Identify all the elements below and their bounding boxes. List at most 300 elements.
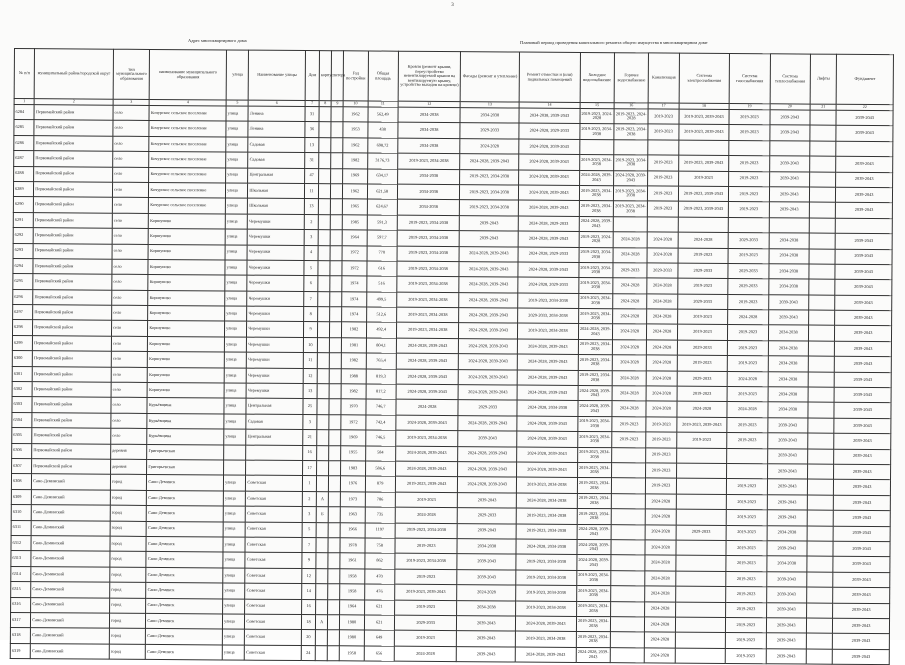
table-cell: 2039-2043	[834, 403, 891, 419]
table-cell: 1980	[340, 615, 364, 631]
table-cell: 2039-2043	[834, 418, 891, 434]
table-cell: 2019-2023	[729, 156, 770, 172]
table-cell: 2034-2038	[457, 600, 516, 616]
table-cell: 2024-2028, 2039-2043	[396, 415, 459, 431]
table-cell	[610, 647, 644, 663]
table-cell: 2019-2023	[678, 171, 729, 187]
table-cell: 2019-2023, 2034-2038	[579, 247, 613, 263]
table-cell	[329, 476, 341, 491]
table-cell	[808, 449, 834, 465]
table-cell: 2024-2028, 2039-2043	[518, 262, 579, 278]
column-header: Ремонт отмостки и (или) подвальных помещений	[519, 52, 580, 102]
table-cell	[807, 587, 833, 603]
table-cell: улица	[224, 414, 246, 430]
table-cell: 2019-2023, 2034-2038	[578, 416, 612, 432]
table-cell: 2024-2028, 2039-2043	[614, 170, 648, 186]
table-cell: 2024-2028, 2039-2043	[459, 338, 518, 354]
table-cell: 2039-2043	[836, 172, 893, 188]
table-cell: 2039-2043	[836, 110, 893, 126]
table-cell	[330, 245, 342, 260]
table-cell: город	[109, 644, 145, 660]
table-cell: Ленина	[248, 122, 305, 138]
table-cell: 1197	[365, 523, 395, 539]
table-cell: 512,6	[366, 307, 396, 323]
table-cell: 2019-2023	[727, 417, 768, 433]
table-cell	[319, 122, 331, 137]
table-cell: улица	[223, 506, 245, 522]
table-cell: 2039-2043	[458, 523, 517, 539]
table-cell	[328, 584, 340, 599]
table-cell: 2024-2028, 2039-2043	[517, 447, 578, 463]
table-cell: 2024-2028, 2039-2043	[578, 401, 612, 417]
table-cell: Коршуново	[148, 229, 225, 245]
table-cell: город	[110, 475, 146, 491]
table-cell: Сано-Деминский	[30, 643, 109, 659]
table-cell: Сано-Деминск	[146, 598, 223, 614]
table-cell: улица	[225, 306, 247, 322]
table-cell: 2019-2023	[727, 479, 768, 495]
table-cell: улица	[222, 645, 244, 661]
table-cell: 2039-2043	[767, 541, 808, 557]
table-cell	[809, 264, 835, 280]
table-cell: 2029-2033	[728, 263, 769, 279]
table-cell: Первомайский район	[34, 182, 113, 198]
table-cell: 2024-2028	[647, 324, 677, 340]
table-cell: 2024-2028	[727, 371, 768, 387]
column-number: 19	[729, 103, 769, 109]
table-cell: 2024-2028, 2039-2043	[396, 369, 459, 385]
table-cell: Черемушки	[247, 291, 304, 307]
table-cell	[678, 217, 729, 233]
table-cell: Советская	[245, 537, 302, 553]
table-cell: 2039-2043	[766, 587, 807, 603]
table-cell: 2039-2043	[767, 479, 808, 495]
table-cell: 2024-2028	[460, 138, 519, 154]
table-cell	[329, 445, 341, 460]
column-number: 4	[149, 99, 226, 106]
table-cell: 31	[305, 153, 319, 168]
table-cell: 6306	[12, 443, 32, 459]
table-cell: 4	[304, 245, 318, 260]
table-cell: 1961	[340, 553, 364, 569]
table-cell: 2019-2023, 2034-2038	[516, 477, 577, 493]
table-cell	[329, 430, 341, 445]
table-cell: 516	[366, 276, 396, 292]
table-cell: улица	[223, 598, 245, 614]
table-cell: 2034-2038	[768, 402, 809, 418]
table-cell	[317, 353, 329, 368]
column-number: 7	[305, 101, 319, 107]
column-header: Фасады (ремонт и утепление)	[461, 52, 520, 102]
table-cell: 735	[365, 507, 395, 523]
table-cell: 2019-2023	[726, 602, 767, 618]
column-header: № п/п	[14, 49, 35, 99]
table-cell: 1974	[342, 307, 366, 323]
table-cell: 2024-2028, 2039-2043	[516, 616, 577, 632]
table-cell: Коршуново	[149, 213, 226, 229]
table-cell: 2019-2023	[678, 248, 729, 264]
table-cell: 2019-2023	[676, 432, 727, 448]
table-cell: 2019-2023	[648, 186, 678, 202]
table-cell	[611, 540, 645, 556]
table-cell: 1962	[343, 138, 367, 154]
table-cell: 2019-2023	[729, 171, 770, 187]
table-cell: 2019-2023, 2034-2038	[460, 185, 519, 201]
table-cell: Центральная	[248, 168, 305, 184]
table-cell: Советская	[245, 614, 302, 630]
table-cell: 2019-2023, 2034-2038	[577, 478, 611, 494]
table-cell: Коршуново	[148, 290, 225, 306]
table-cell: 2019-2023, 2034-2038	[397, 261, 460, 277]
table-cell: 2039-2043	[460, 215, 519, 231]
table-cell: 2039-2043	[457, 615, 516, 631]
table-cell: Первомайский район	[34, 105, 113, 121]
table-cell	[611, 509, 645, 525]
table-cell	[810, 172, 836, 188]
table-cell	[317, 337, 329, 352]
table-cell: Первомайский район	[33, 274, 112, 290]
table-cell: село	[113, 151, 149, 167]
table-cell: Кочурское сельское поселение	[149, 121, 226, 137]
table-cell	[808, 433, 834, 449]
table-cell: Первомайский район	[32, 412, 111, 428]
table-cell: 2019-2023	[395, 492, 458, 508]
table-cell: 2024-2028	[647, 340, 677, 356]
table-cell: 2019-2023	[646, 417, 676, 433]
table-cell: Сано-Деминский	[31, 505, 110, 521]
table-cell: 742,4	[365, 415, 395, 431]
table-cell: 2019-2023	[648, 170, 678, 186]
column-number: 6	[248, 100, 305, 106]
table-cell: Первомайский район	[33, 259, 112, 275]
table-cell: 562,49	[368, 107, 398, 123]
table-cell: село	[111, 413, 147, 429]
table-cell	[675, 602, 726, 618]
table-cell	[315, 645, 327, 660]
table-cell: 621	[364, 615, 394, 631]
table-cell: 2034-2038	[767, 525, 808, 541]
table-cell	[676, 540, 727, 556]
table-cell: 6287	[14, 151, 34, 167]
table-cell: 2039-2043	[835, 295, 892, 311]
table-cell: город	[109, 613, 145, 629]
column-header: Общая площадь	[368, 51, 399, 101]
table-cell: 649	[364, 630, 394, 646]
table-cell	[330, 261, 342, 276]
table-cell: улица	[225, 229, 247, 245]
column-header: корпус	[319, 51, 331, 101]
table-cell: 2024-2028	[647, 294, 677, 310]
table-cell	[675, 586, 726, 602]
table-cell: 2039-2043	[833, 526, 890, 542]
column-header: Фундамент	[836, 54, 893, 104]
table-cell: 492,4	[366, 322, 396, 338]
table-cell: 786	[365, 492, 395, 508]
table-cell: 2039-2043	[834, 449, 891, 465]
table-cell: 1974	[342, 291, 366, 307]
table-cell: 2024-2028	[647, 309, 677, 325]
table-cell	[810, 156, 836, 172]
table-cell: 2024-2028, 2029-2033	[518, 247, 579, 263]
table-cell: 25	[303, 399, 317, 414]
table-cell: 2019-2023, 2034-2038	[515, 631, 576, 647]
table-cell: село	[112, 244, 148, 260]
table-cell	[329, 384, 341, 399]
table-cell: Черемушки	[247, 322, 304, 338]
table-cell: 2039-2043	[834, 433, 891, 449]
table-cell: 2019-2023, 2034-2038	[460, 169, 519, 185]
table-cell: 2019-2023	[646, 448, 676, 464]
table-cell: 1973	[341, 492, 365, 508]
column-header: Система теплоснабжения	[770, 54, 811, 104]
table-cell: 7	[302, 537, 316, 552]
table-cell: 597,7	[367, 230, 397, 246]
table-cell: 8	[304, 307, 318, 322]
table-cell: Первомайский район	[32, 351, 111, 367]
table-cell: 621	[364, 599, 394, 615]
table-cell: 6303	[12, 397, 32, 413]
table-cell: 2024-2028	[647, 247, 677, 263]
table-cell: 2019-2023, 2034-2038	[576, 616, 610, 632]
table-cell: 2034-2038	[397, 200, 460, 216]
table-cell	[808, 356, 834, 372]
column-number: 16	[614, 103, 648, 109]
table-cell: 438	[367, 122, 397, 138]
table-cell	[330, 322, 342, 337]
table-cell	[319, 168, 331, 183]
table-cell	[330, 230, 342, 245]
table-cell: 2034-2038	[398, 138, 461, 154]
table-cell: Сано-Деминский	[31, 613, 110, 629]
table-cell: 6	[304, 276, 318, 291]
table-cell: 2039-2043	[836, 203, 893, 219]
table-cell: 2024-2028, 2039-2043	[577, 539, 611, 555]
table-cell	[317, 384, 329, 399]
table-cell: 2024-2028, 2039-2043	[517, 416, 578, 432]
table-cell: 2024-2028, 2039-2043	[518, 231, 579, 247]
table-cell: Советская	[245, 522, 302, 538]
table-cell: 2019-2023, 2034-2038	[578, 370, 612, 386]
table-cell: 2024-2028	[645, 555, 675, 571]
table-cell	[328, 507, 340, 522]
table-cell	[328, 599, 340, 614]
table-cell: Садовая	[248, 137, 305, 153]
table-cell: 2019-2023	[726, 525, 767, 541]
table-cell: 6285	[14, 120, 34, 136]
table-cell: 2019-2023, 2034-2038	[395, 553, 458, 569]
table-cell	[330, 214, 342, 229]
table-cell: улица	[224, 368, 246, 384]
table-cell: Сано-Деминский	[31, 566, 110, 582]
table-cell	[729, 140, 770, 156]
table-cell: 2019-2023, 2034-2038	[576, 632, 610, 648]
table-cell: Советская	[245, 552, 302, 568]
table-cell: 2019-2023	[729, 186, 770, 202]
table-cell: 2024-2028, 2039-2043	[519, 139, 580, 155]
table-cell	[318, 307, 330, 322]
table-cell	[318, 214, 330, 229]
table-cell: 2019-2023	[726, 494, 767, 510]
table-cell: 2024-2028	[613, 293, 647, 309]
table-cell: 2034-2038	[768, 325, 809, 341]
table-cell: 2029-2033	[678, 263, 729, 279]
table-cell: село	[112, 274, 148, 290]
table-cell: Сано-Деминский	[31, 582, 110, 598]
table-cell	[611, 478, 645, 494]
table-cell: 2024-2028	[612, 355, 646, 371]
table-cell: 2019-2023	[728, 325, 769, 341]
table-cell: 2034-2038	[768, 371, 809, 387]
table-cell: 2019-2023, 2034-2038	[577, 493, 611, 509]
column-number: 15	[580, 102, 614, 108]
column-number: 20	[770, 104, 810, 110]
table-cell: Курьёвщина	[147, 429, 224, 445]
table-cell: 2024-2028, 2039-2043	[459, 277, 518, 293]
table-cell: 2034-2038	[768, 341, 809, 357]
table-body	[10, 105, 893, 665]
table-cell: 2029-2033	[458, 400, 517, 416]
table-cell: село	[111, 351, 147, 367]
table-cell: 2024-2028, 2039-2043	[577, 555, 611, 571]
table-cell: 2024-2028, 2039-2043	[518, 200, 579, 216]
table-cell: село	[112, 198, 148, 214]
table-cell: 2034-2038, 2039-2043	[519, 108, 580, 124]
table-cell: 1969	[341, 430, 365, 446]
table-cell: 6300	[12, 351, 32, 367]
table-cell: 1964	[342, 230, 366, 246]
table-cell: 2024-2028, 2039-2043	[459, 292, 518, 308]
table-cell: 2024-2028, 2039-2043	[519, 185, 580, 201]
table-cell: Центральная	[246, 429, 303, 445]
table-cell: 2024-2028, 2039-2043	[458, 446, 517, 462]
table-cell: 2024-2028	[728, 310, 769, 326]
table-cell: 2039-2043	[833, 510, 890, 526]
table-cell: 2019-2023	[677, 278, 728, 294]
table-cell	[809, 218, 835, 234]
table-cell: улица	[225, 275, 247, 291]
table-cell: 2019-2023	[677, 355, 728, 371]
table-cell: город	[110, 598, 146, 614]
table-cell: 2039-2043	[766, 648, 807, 664]
table-cell: 2039-2043	[833, 603, 890, 619]
table-cell: 1985	[343, 215, 367, 231]
table-cell: 2039-2043	[834, 464, 891, 480]
table-cell	[809, 279, 835, 295]
table-cell: 2039-2043	[835, 341, 892, 357]
table-cell: Советская	[245, 645, 302, 661]
table-cell: 2019-2023	[394, 600, 457, 616]
table-cell: 634,17	[367, 169, 397, 185]
table-cell: 13	[303, 384, 317, 399]
table-cell: село	[112, 213, 148, 229]
table-cell	[809, 249, 835, 265]
table-cell: 1969	[343, 168, 367, 184]
table-cell: 6294	[13, 258, 33, 274]
table-cell: 2024-2028, 2039-2043	[517, 370, 578, 386]
table-cell	[675, 617, 726, 633]
table-cell: 2019-2023, 2034-2038	[516, 524, 577, 540]
table-cell	[316, 584, 328, 599]
table-cell: 2039-2043	[769, 171, 810, 187]
table-cell: 2029-2033	[728, 233, 769, 249]
table-cell: 1962	[343, 184, 367, 200]
table-cell	[611, 586, 645, 602]
table-cell	[319, 184, 331, 199]
table-cell: 2039-2043	[769, 187, 810, 203]
table-cell: 2	[304, 214, 318, 229]
table-cell	[316, 553, 328, 568]
table-cell: Советская	[246, 506, 303, 522]
table-cell: 2024-2028	[612, 401, 646, 417]
table-cell: 2029-2033	[647, 263, 677, 279]
table-cell	[612, 463, 646, 479]
table-cell: 2019-2023, 2034-2038	[577, 462, 611, 478]
table-cell: Первомайский район	[33, 320, 112, 336]
table-cell: 6308	[11, 474, 31, 490]
table-cell: 2039-2043	[833, 557, 890, 573]
table-cell	[318, 230, 330, 245]
table-cell: 2019-2023, 2034-2038	[397, 230, 460, 246]
table-cell: 1972	[342, 261, 366, 277]
table-cell	[676, 494, 727, 510]
table-cell: 2039-2043	[458, 492, 517, 508]
table-cell: 2019-2023, 2039-2043	[679, 125, 730, 141]
table-cell: 2019-2023, 2034-2038	[396, 430, 459, 446]
table-cell: 2039-2043	[835, 326, 892, 342]
table-cell: 2039-2043	[834, 480, 891, 496]
table-cell: 2024-2028, 2039-2043	[459, 323, 518, 339]
table-cell: Сано-Деминский	[32, 474, 111, 490]
table-cell: 2039-2043	[458, 431, 517, 447]
table-cell	[809, 233, 835, 249]
table-cell: 2019-2023, 2039-2043	[395, 477, 458, 493]
table-cell: 862	[364, 553, 394, 569]
table-cell: 2019-2023, 2034-2038	[613, 186, 647, 202]
table-cell	[676, 479, 727, 495]
table-cell: 1965	[343, 199, 367, 215]
table-cell: деревня	[111, 444, 147, 460]
table-cell: 2039-2043	[834, 372, 891, 388]
table-cell: 765,4	[366, 353, 396, 369]
table-cell	[611, 555, 645, 571]
table-cell: 2039-2043	[767, 495, 808, 511]
table-cell: деревня	[111, 459, 147, 475]
table-cell: 2024-2028, 2034-2038	[516, 493, 577, 509]
table-cell: 2024-2028	[678, 232, 729, 248]
table-cell	[327, 645, 339, 660]
table-cell: 2024-2028, 2034-2038	[517, 400, 578, 416]
table-cell: село	[112, 228, 148, 244]
table-cell: 470	[364, 569, 394, 585]
table-cell: 1964	[340, 599, 364, 615]
table-cell: 6304	[12, 412, 32, 428]
table-cell	[810, 141, 836, 157]
table-cell: 2019-2023, 2034-2038	[516, 601, 577, 617]
table-cell: Кочурское сельское поселение	[149, 152, 226, 168]
repair-schedule-table	[10, 48, 894, 665]
table-cell: 2039-2043	[770, 110, 811, 126]
table-cell: 2024-2028	[613, 232, 647, 248]
table-cell: город	[109, 628, 145, 644]
table-cell: 2024-2028	[613, 309, 647, 325]
table-cell: 2019-2023, 2034-2038	[518, 293, 579, 309]
table-cell: 2039-2043	[766, 571, 807, 587]
table-cell: 2024-2028, 2039-2043	[517, 339, 578, 355]
table-cell: 2019-2023	[395, 569, 458, 585]
table-cell: село	[111, 428, 147, 444]
table-cell: 6288	[14, 166, 34, 182]
table-cell: 2024-2028, 2039-2043	[519, 170, 580, 186]
